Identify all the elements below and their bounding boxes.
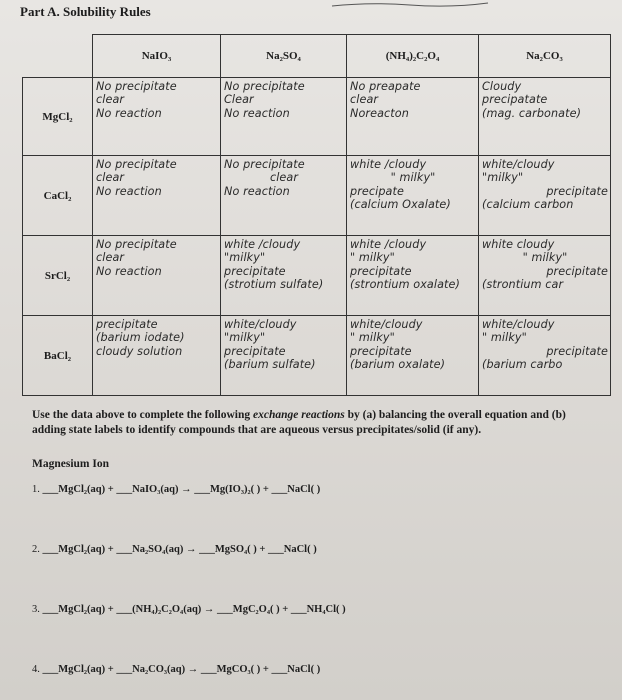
table-cell: white /cloudy " milky" precipitate (strontium oxalate) — [347, 236, 479, 316]
table-cell: Cloudy precipatate (mag. carbonate) — [479, 78, 611, 156]
table-cell: No precipitate clear No reaction — [93, 236, 221, 316]
equation-line: 2. ___MgCl₂(aq) + ___Na₂SO₄(aq) → ___MgSO₄( ) + ___NaCl( ) — [32, 544, 317, 555]
table-cell: white /cloudy " milky" precipate (calcium Oxalate) — [347, 156, 479, 236]
row-header: CaCl₂ — [23, 156, 93, 236]
part-title: Part A. Solubility Rules — [20, 4, 151, 19]
table-cell: white cloudy " milky" precipitate (strontium car — [479, 236, 611, 316]
table-cell: No precipitate clear No reaction — [93, 78, 221, 156]
table-cell: No precipitate clear No reaction — [221, 156, 347, 236]
table-row — [23, 316, 611, 396]
pen-scribble — [330, 0, 490, 8]
table-row — [23, 156, 611, 236]
column-header: Na₂SO₄ — [221, 35, 347, 78]
table-cell: white /cloudy "milky" precipitate (strotium sulfate) — [221, 236, 347, 316]
row-header: MgCl₂ — [23, 78, 93, 156]
column-header: NaIO₃ — [93, 35, 221, 78]
table-cell: white/cloudy "milky" precipitate (calcium carbon — [479, 156, 611, 236]
instructions: Use the data above to complete the following exchange reactions by (a) balancing the overall equation and (b) adding state labels to identify compounds that are aqueous versus precipitates/solid (if any). — [32, 409, 566, 436]
table-row — [23, 236, 611, 316]
equation-line: 4. ___MgCl₂(aq) + ___Na₂CO₃(aq) → ___MgCO₃( ) + ___NaCl( ) — [32, 664, 321, 675]
column-header: Na₂CO₃ — [479, 35, 611, 78]
table-cell: precipitate (barium iodate) cloudy solution — [93, 316, 221, 396]
table-row — [23, 78, 611, 156]
row-header: SrCl₂ — [23, 236, 93, 316]
row-header: BaCl₂ — [23, 316, 93, 396]
table-cell: No precipitate Clear No reaction — [221, 78, 347, 156]
table-cell: white/cloudy "milky" precipitate (barium sulfate) — [221, 316, 347, 396]
header-row — [23, 35, 611, 78]
corner-cell — [23, 35, 93, 78]
table-cell: No precipitate clear No reaction — [93, 156, 221, 236]
table-cell: white/cloudy " milky" precipitate (barium oxalate) — [347, 316, 479, 396]
equation-line: 1. ___MgCl₂(aq) + ___NaIO₃(aq) → ___Mg(IO₃)₂( ) + ___NaCl( ) — [32, 484, 321, 495]
section-title: Magnesium Ion — [32, 458, 109, 470]
solubility-table — [22, 34, 611, 396]
column-header: (NH₄)₂C₂O₄ — [347, 35, 479, 78]
table-cell: white/cloudy " milky" precipitate (barium carbo — [479, 316, 611, 396]
equation-line: 3. ___MgCl₂(aq) + ___(NH₄)₂C₂O₄(aq) → ___MgC₂O₄( ) + ___NH₄Cl( ) — [32, 604, 346, 615]
table-cell: No preapate clear Noreacton — [347, 78, 479, 156]
